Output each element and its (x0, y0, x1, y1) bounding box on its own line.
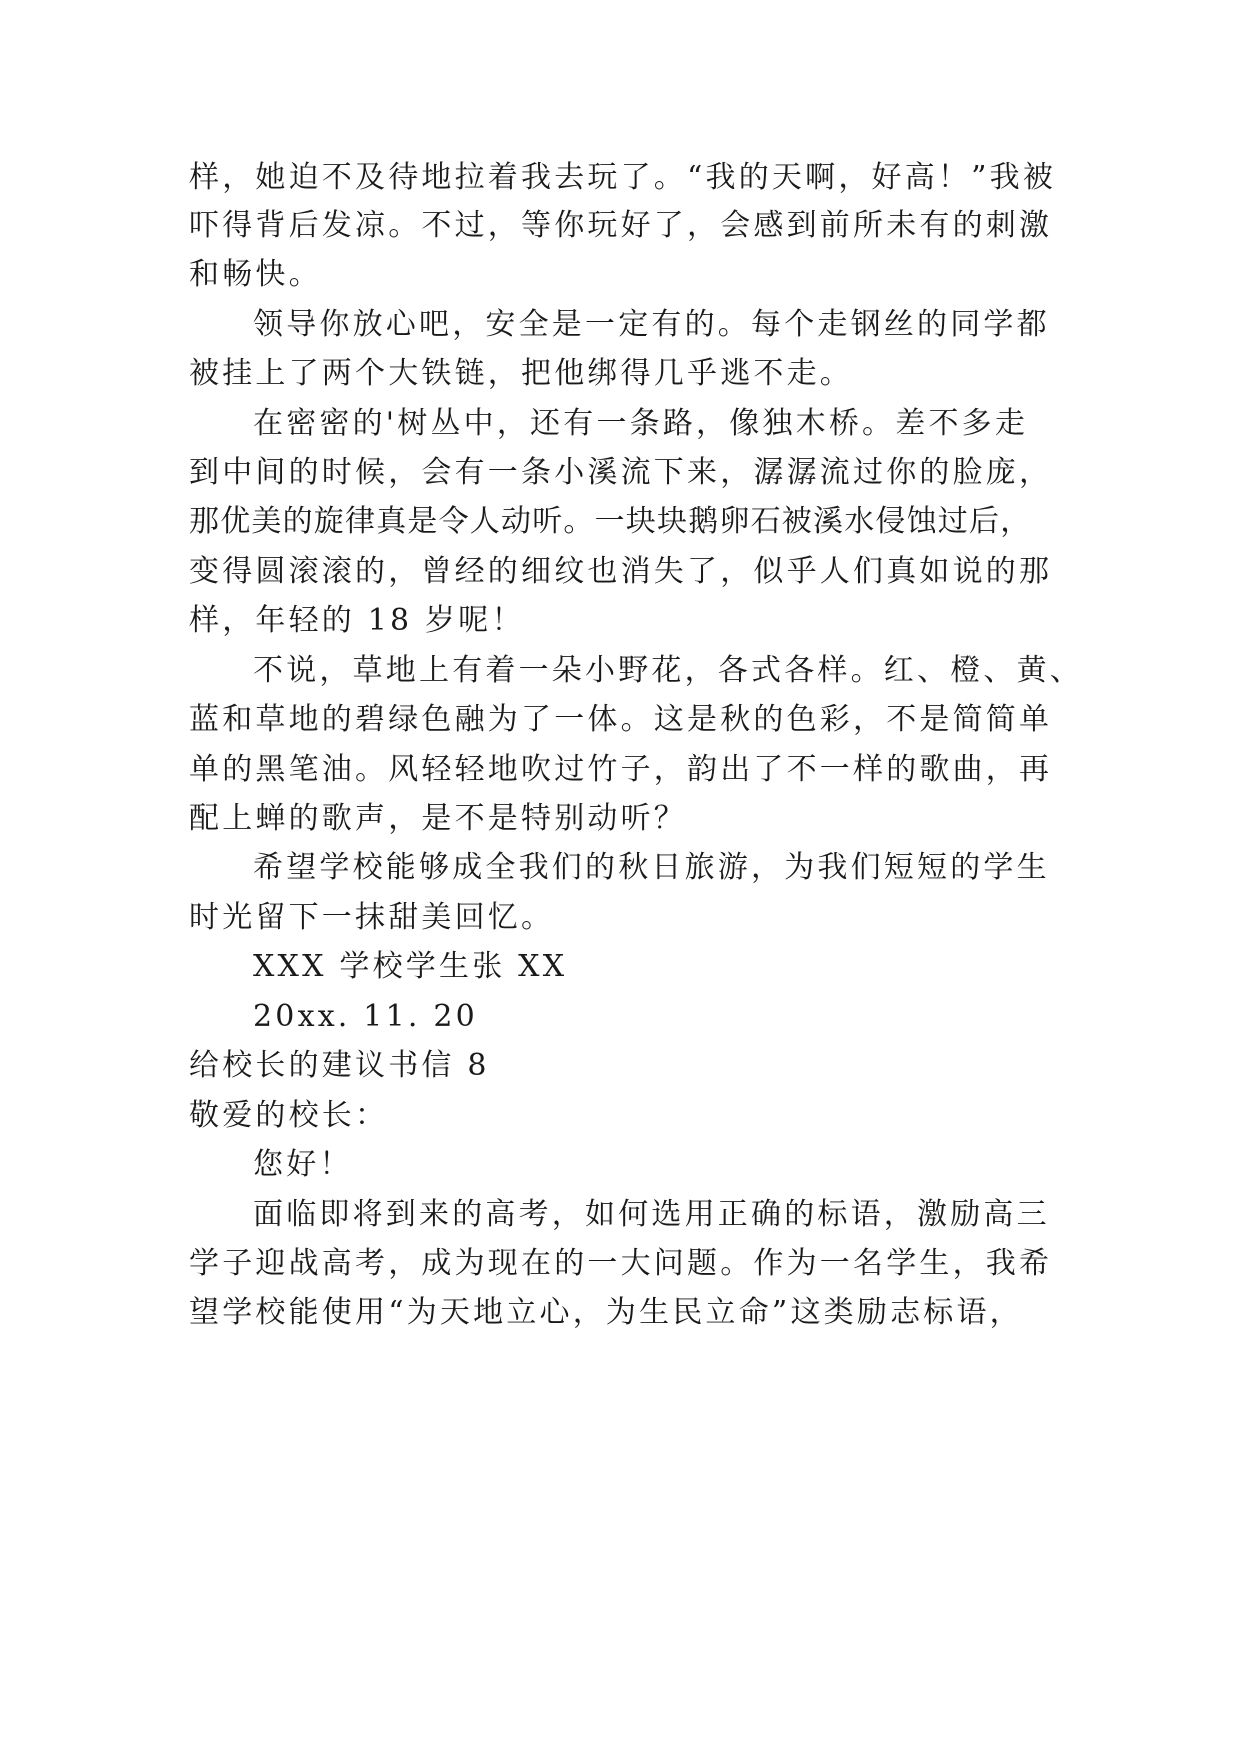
text-line: 配上蝉的歌声，是不是特别动听？ (189, 801, 687, 836)
salutation: 敬爱的校长： (189, 1098, 389, 1133)
text-line: 学子迎战高考，成为现在的一大问题。作为一名学生，我希 (189, 1246, 1053, 1281)
text-line: 时光留下一抹甜美回忆。 (189, 900, 555, 935)
text-line: 希望学校能够成全我们的秋日旅游，为我们短短的学生 (253, 850, 1050, 885)
text-line: 到中间的时候，会有一条小溪流下来，潺潺流过你的脸庞， (189, 455, 1053, 490)
text-line: 被挂上了两个大铁链，把他绑得几乎逃不走。 (189, 356, 853, 391)
greeting: 您好！ (253, 1147, 353, 1182)
text-line: 那优美的旋律真是令人动听。一块块鹅卵石被溪水侵蚀过后， (189, 504, 1032, 539)
text-line: 在密密的'树丛中，还有一条路，像独木桥。差不多走 (253, 406, 1029, 441)
text-line: 吓得背后发凉。不过，等你玩好了，会感到前所未有的刺激 (189, 208, 1053, 243)
text-line: 变得圆滚滚的，曾经的细纹也消失了，似乎人们真如说的那 (189, 554, 1053, 589)
section-title: 给校长的建议书信 8 (189, 1048, 490, 1083)
text-line: 不说，草地上有着一朵小野花，各式各样。红、橙、黄、 (253, 653, 1083, 688)
text-line: 望学校能使用“为天地立心，为生民立命”这类励志标语， (189, 1295, 1023, 1330)
date: 20xx. 11. 20 (253, 999, 478, 1034)
text-line: 样，年轻的 18 岁呢！ (189, 603, 525, 638)
text-line: 和畅快。 (189, 257, 322, 292)
text-line: 蓝和草地的碧绿色融为了一体。这是秋的色彩，不是简简单 (189, 702, 1053, 737)
signature: XXX 学校学生张 XX (253, 949, 568, 984)
text-line: 样，她迫不及待地拉着我去玩了。“我的天啊，好高！”我被 (189, 160, 1057, 195)
text-line: 领导你放心吧，安全是一定有的。每个走钢丝的同学都 (253, 307, 1050, 342)
text-line: 面临即将到来的高考，如何选用正确的标语，激励高三 (253, 1197, 1050, 1232)
text-line: 单的黑笔油。风轻轻地吹过竹子，韵出了不一样的歌曲，再 (189, 752, 1053, 787)
